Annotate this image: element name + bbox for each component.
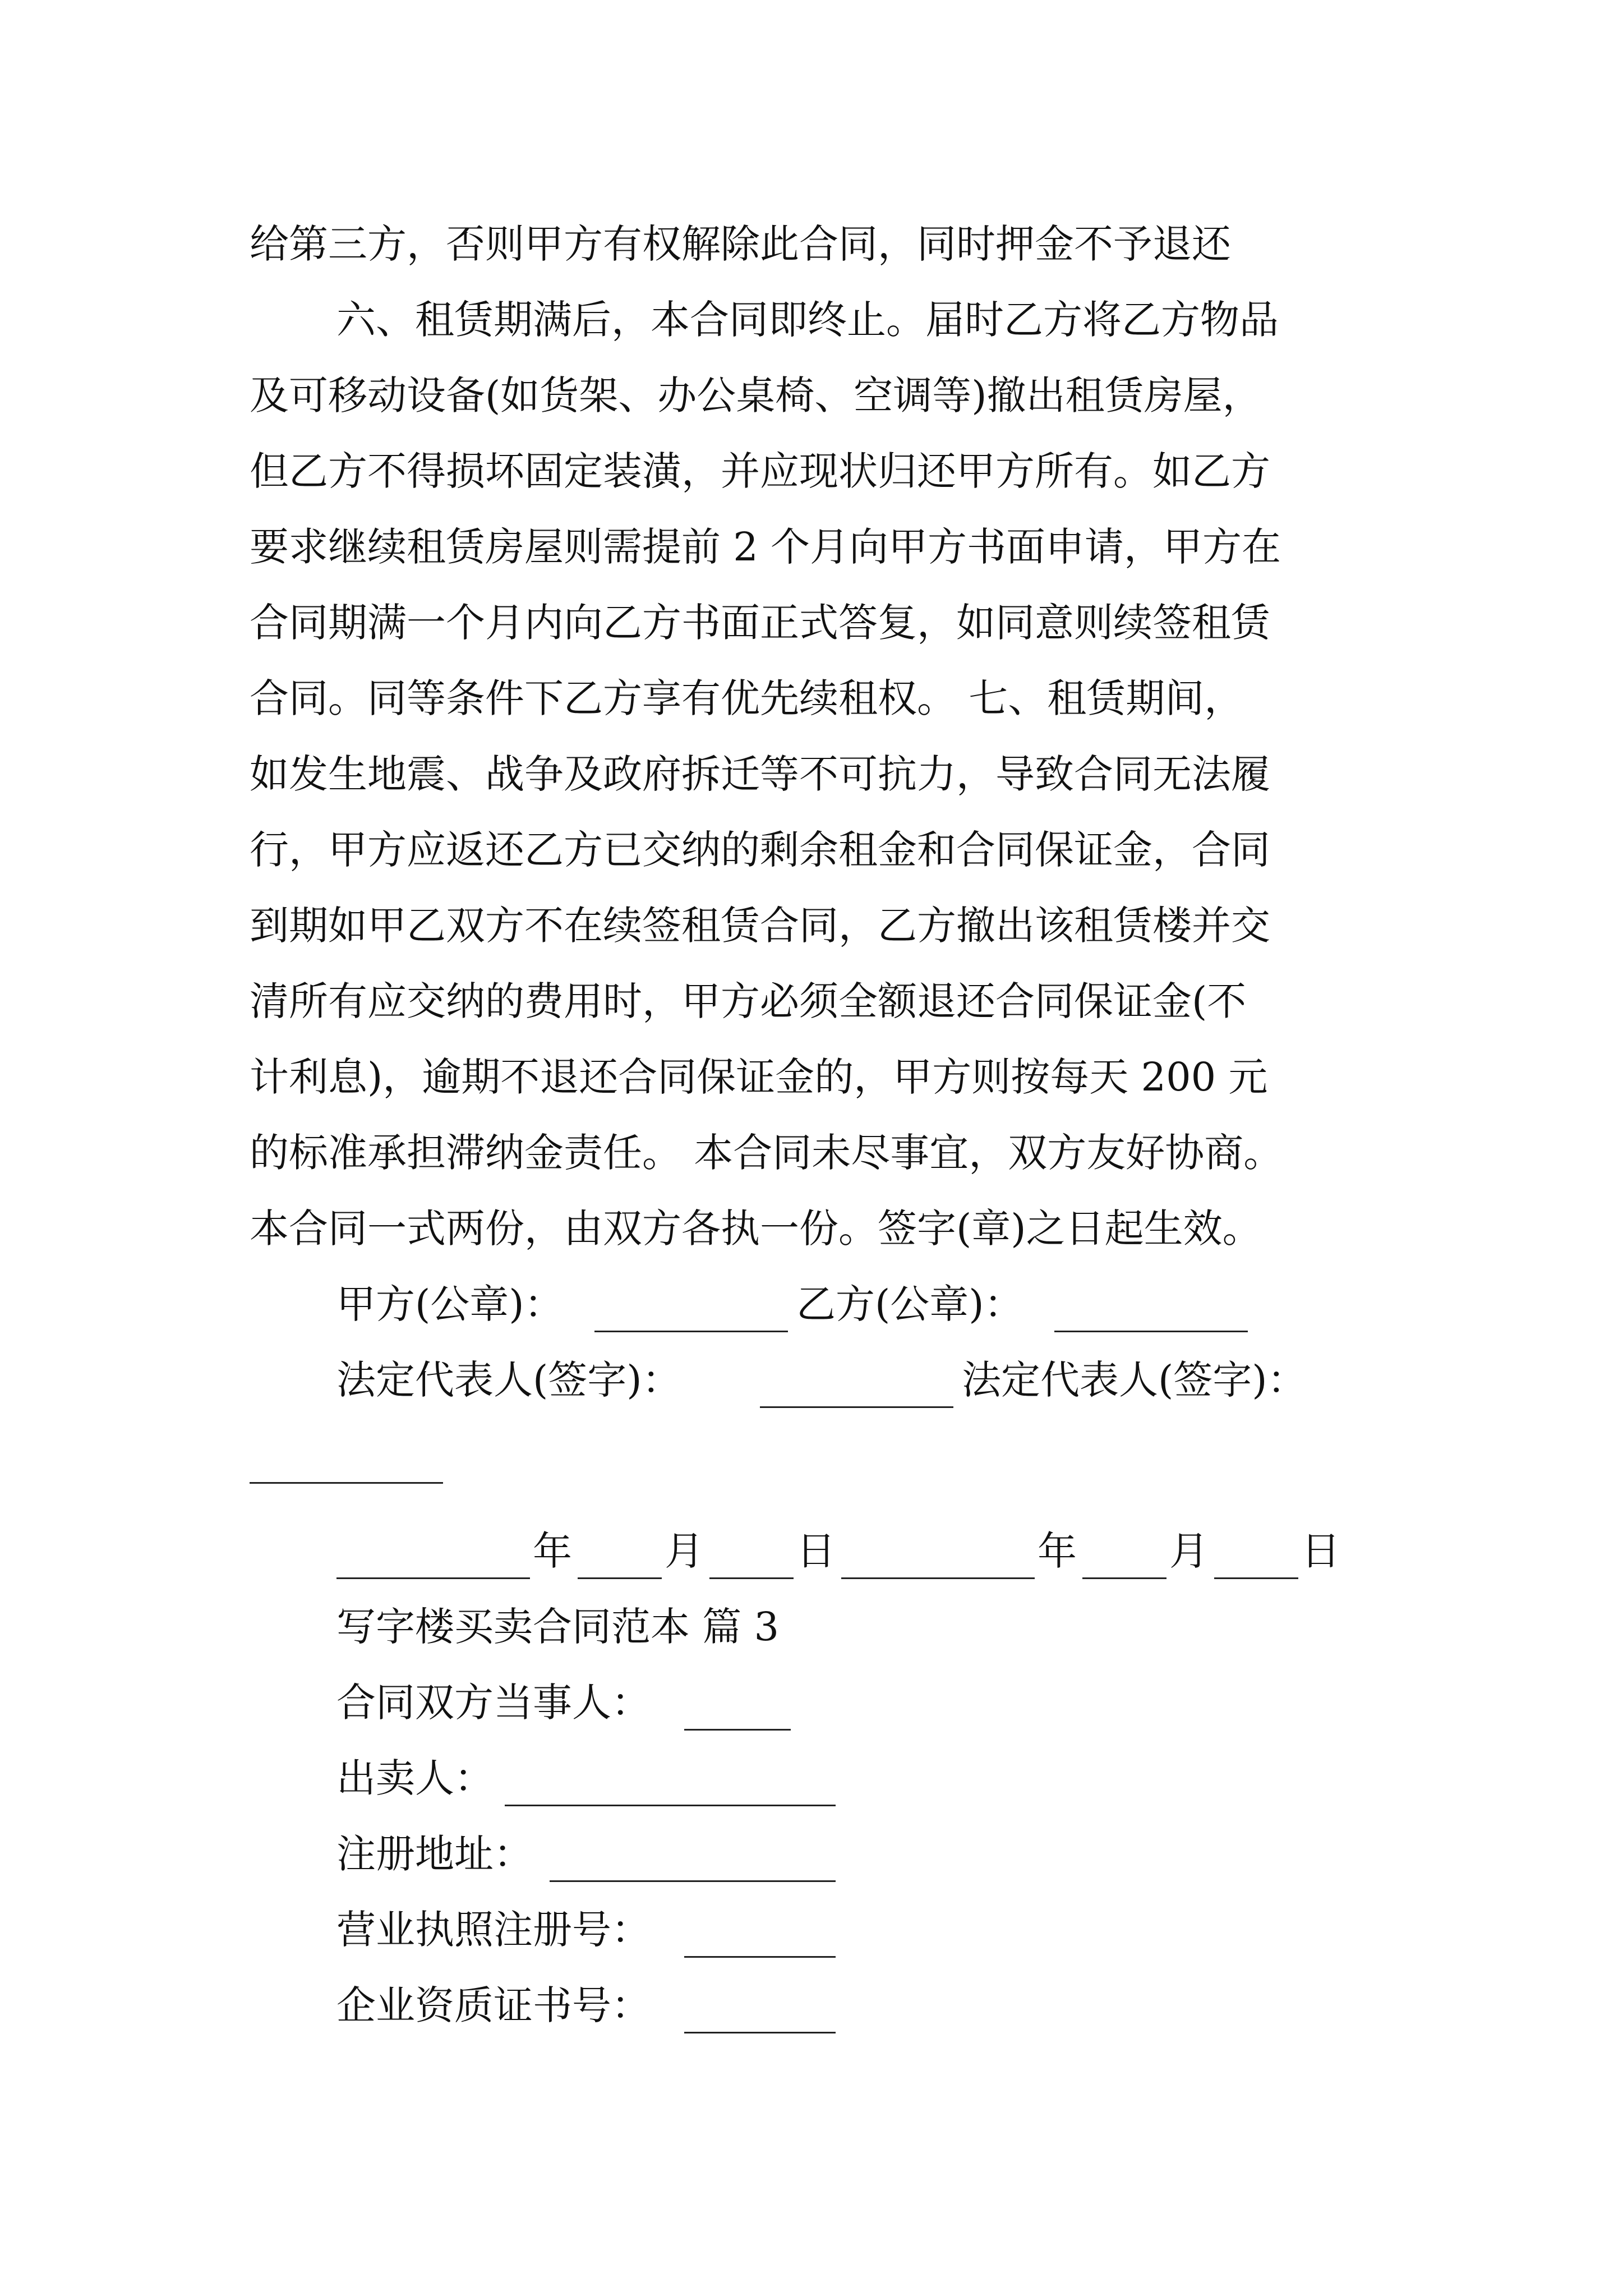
- date-b-month-blank[interactable]: [1082, 1577, 1166, 1579]
- address-label: 注册地址：: [336, 1831, 533, 1877]
- seller-blank[interactable]: [505, 1805, 836, 1806]
- qualification-label: 企业资质证书号：: [336, 1982, 651, 2028]
- body-line-11: 清所有应交纳的费用时，甲方必须全额退还合同保证金(不: [250, 978, 1247, 1024]
- body-line-8: 如发生地震、战争及政府拆迁等不可抗力，导致合同无法履: [250, 751, 1270, 797]
- legal-rep-a-label: 法定代表人(签字)：: [336, 1357, 681, 1403]
- body-line-9: 行，甲方应返还乙方已交纳的剩余租金和合同保证金，合同: [250, 827, 1270, 873]
- body-line-2: 六、租赁期满后，本合同即终止。届时乙方将乙方物品: [336, 297, 1279, 343]
- body-line-7: 合同。同等条件下乙方享有优先续租权。 七、租赁期间，: [250, 675, 1244, 721]
- party-a-seal-blank[interactable]: [594, 1331, 788, 1332]
- license-label: 营业执照注册号：: [336, 1907, 651, 1953]
- body-line-6: 合同期满一个月内向乙方书面正式答复，如同意则续签租赁: [250, 600, 1270, 646]
- date-b-day-label: 日: [1301, 1528, 1340, 1574]
- body-line-12: 计利息)，逾期不退还合同保证金的，甲方则按每天 200 元: [250, 1054, 1268, 1100]
- date-a-day-label: 日: [796, 1528, 836, 1574]
- legal-rep-b-blank[interactable]: [250, 1482, 443, 1484]
- section-title: 写字楼买卖合同范本 篇 3: [336, 1604, 780, 1650]
- body-line-14: 本合同一式两份，由双方各执一份。签字(章)之日起生效。: [250, 1205, 1262, 1251]
- body-line-5: 要求继续租赁房屋则需提前 2 个月向甲方书面申请，甲方在: [250, 524, 1281, 570]
- party-b-seal-label: 乙方(公章)：: [796, 1281, 1023, 1327]
- body-line-10: 到期如甲乙双方不在续签租赁合同，乙方撤出该租赁楼并交: [250, 903, 1270, 949]
- license-blank[interactable]: [684, 1956, 836, 1958]
- body-line-3: 及可移动设备(如货架、办公桌椅、空调等)撤出租赁房屋，: [250, 372, 1262, 418]
- date-a-month-blank[interactable]: [578, 1577, 662, 1579]
- date-b-day-blank[interactable]: [1214, 1577, 1298, 1579]
- date-b-year-blank[interactable]: [841, 1577, 1035, 1579]
- date-a-month-label: 月: [665, 1528, 704, 1574]
- parties-label: 合同双方当事人：: [336, 1680, 651, 1726]
- body-line-1: 给第三方，否则甲方有权解除此合同，同时押金不予退还: [250, 221, 1231, 267]
- date-b-month-label: 月: [1169, 1528, 1209, 1574]
- qualification-blank[interactable]: [684, 2032, 836, 2033]
- address-blank[interactable]: [550, 1880, 836, 1882]
- seller-label: 出卖人：: [336, 1755, 494, 1801]
- body-line-4: 但乙方不得损坏固定装潢，并应现状归还甲方所有。如乙方: [250, 448, 1270, 494]
- date-a-year-blank[interactable]: [336, 1577, 530, 1579]
- body-line-13: 的标准承担滞纳金责任。 本合同未尽事宜，双方友好协商。: [250, 1130, 1283, 1176]
- legal-rep-a-blank[interactable]: [760, 1406, 953, 1408]
- legal-rep-b-label: 法定代表人(签字)：: [962, 1357, 1307, 1403]
- party-a-seal-label: 甲方(公章)：: [336, 1281, 564, 1327]
- party-b-seal-blank[interactable]: [1054, 1331, 1248, 1332]
- date-a-year-label: 年: [533, 1528, 572, 1574]
- date-b-year-label: 年: [1038, 1528, 1077, 1574]
- parties-blank[interactable]: [684, 1729, 791, 1731]
- date-a-day-blank[interactable]: [709, 1577, 794, 1579]
